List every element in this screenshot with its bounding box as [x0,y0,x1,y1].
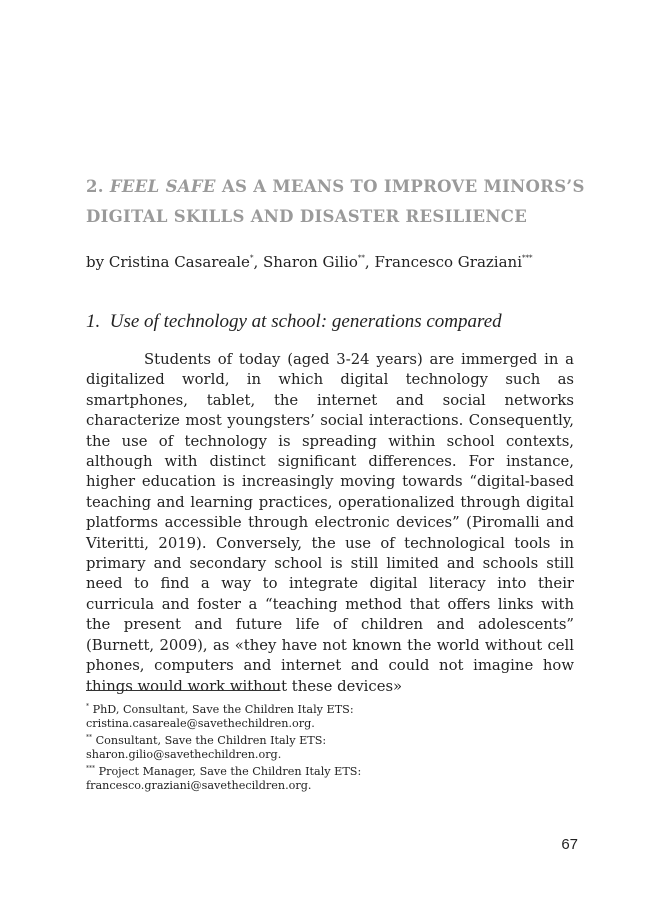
author-name: Cristina Casareale [108,253,250,271]
footnote-email: cristina.casareale@savethechildren.org. [86,716,315,730]
footnote-text: Project Manager, Save the Children Italy ETS: [98,764,362,778]
footnote-mark: ** [86,733,92,741]
author-footnote-mark: * [249,254,254,262]
author-footnote-mark: *** [522,254,533,262]
body-text [86,350,574,697]
chapter-title-line-1 [86,172,586,202]
author-footnote-mark: ** [357,254,365,262]
page-number: 67 [561,836,578,853]
footnote [86,731,586,762]
chapter-title [86,172,586,232]
section-number: 1. [86,311,101,332]
footnote-divider [86,690,279,691]
footnote-email: sharon.gilio@savethechildren.org. [86,747,282,761]
footnotes [86,700,586,792]
chapter-title-italic: FEEL SAFE [109,177,216,196]
chapter-title-line-2: DIGITAL SKILLS AND DISASTER RESILIENCE [86,207,528,226]
footnote-text: PhD, Consultant, Save the Children Italy ETS: [92,703,354,716]
section-title: Use of technology at school: generations compared [109,311,502,332]
byline-prefix: by [86,253,105,271]
footnote [86,700,586,731]
footnote [86,762,586,793]
author-name: Sharon Gilio [262,253,358,271]
chapter-number: 2. [86,177,104,196]
chapter-title-rest: AS A MEANS TO IMPROVE MINORS’S [221,177,585,196]
body-paragraph: Students of today (aged 3-24 years) are immerged in a digitalized world, in which digital technology such as smartphones, tablet, the internet and social networks characterize most youngsters’ social interactions. Consequently, the use of technology is spreading within school contexts, although with distinct significant differences. For instance, higher education is increasingly moving towards “digital-based teaching and learning practices, operationalized through digital platforms accessible through electronic devices” (Piromalli and Viteritti, 2019). Conversely, the use of technological tools in primary and secondary school is still limited and schools still need to find a way to integrate digital literacy into their curricula and foster a “teaching method that offers links with the present and future life of children and adolescents” (Burnett, 2009), as «they have not known the world without cell phones, computers and internet and could not imagine how things would work without these devices» [86,351,574,695]
footnote-mark: * [86,703,89,710]
section-heading [86,309,586,335]
footnote-mark: *** [86,764,95,772]
author-name: Francesco Graziani [374,253,523,271]
author-byline: by Cristina Casareale*, Sharon Gilio**, Francesco Graziani*** [86,253,533,271]
footnote-email: francesco.graziani@savethecildren.org. [86,778,312,792]
footnote-text: Consultant, Save the Children Italy ETS: [95,733,327,747]
